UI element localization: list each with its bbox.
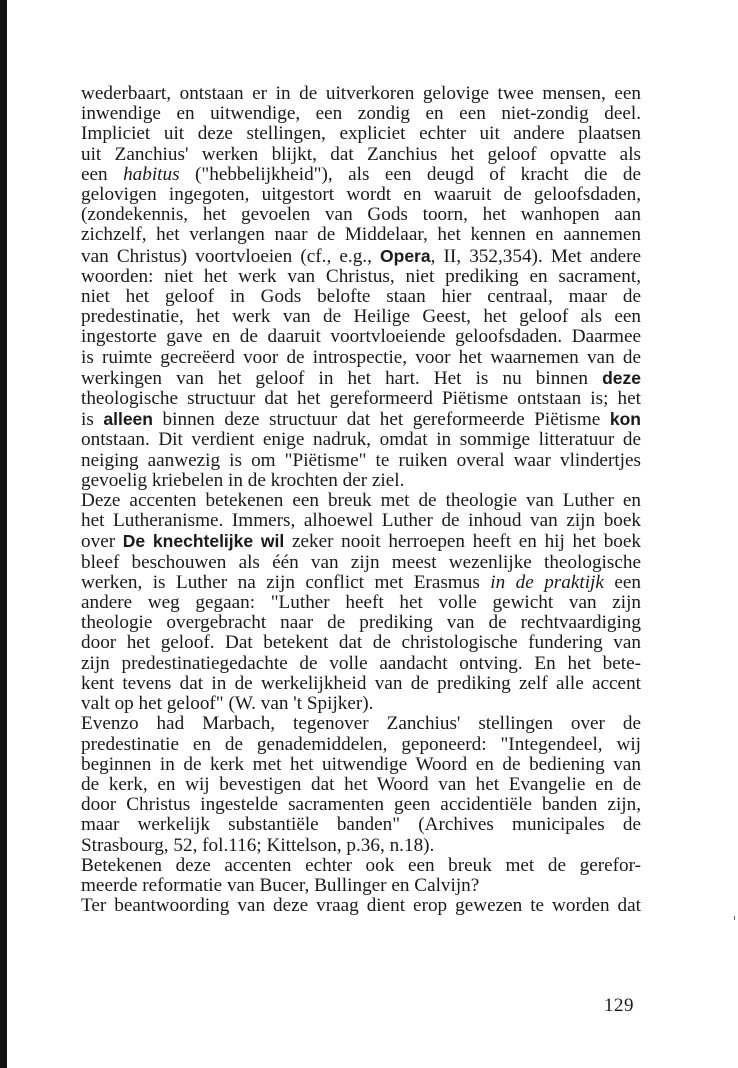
text-line: een habitus ("hebbelijkheid"), als een deugd of kracht die de xyxy=(81,163,641,185)
text-line: over De knechtelijke wil zeker nooit herroepen heeft en hij het boek xyxy=(81,531,641,553)
text-line: inwendige en uitwendige, een zondig en een niet-zondig deel. xyxy=(81,103,641,125)
text-line: niet het geloof in Gods belofte staan hier centraal, maar de xyxy=(81,286,641,308)
text-line: Betekenen deze accenten echter ook een breuk met de gerefor- xyxy=(81,854,641,876)
bold-emphasis: Opera xyxy=(380,245,431,266)
bold-emphasis: De knechtelijke wil xyxy=(122,531,285,552)
text-line: bleef beschouwen als één van zijn meest wezenlijke theologische xyxy=(81,551,641,573)
text-line: ingestorte gave en de daaruit voortvloeiende geloofsdaden. Daarmee xyxy=(81,326,641,348)
text-line: van Christus) voortvloeien (cf., e.g., Opera, II, 352,354). Met andere xyxy=(81,245,642,267)
paragraph xyxy=(81,84,641,491)
bold-emphasis: deze xyxy=(602,367,641,388)
page-number: 129 xyxy=(604,995,634,1016)
text-line: Evenzo had Marbach, tegenover Zanchius' stellingen over de xyxy=(81,713,641,735)
paragraph xyxy=(81,856,641,896)
text-line: het Lutheranisme. Immers, alhoewel Luther de inhoud van zijn boek xyxy=(81,510,641,532)
text-line: andere weg gegaan: "Luther heeft het volle gewicht van zijn xyxy=(81,592,641,614)
text-line: gelovigen ingegoten, uitgestort wordt en waaruit de geloofsdaden, xyxy=(81,184,641,206)
text-line: valt op het geloof" (W. van 't Spijker). xyxy=(81,693,374,715)
text-line: ontstaan. Dit verdient enige nadruk, omdat in sommige litteratuur de xyxy=(81,429,641,451)
bold-emphasis: kon xyxy=(609,409,641,430)
text-line: uit Zanchius' werken blijkt, dat Zanchius het geloof opvatte als xyxy=(81,143,641,165)
text-line: is ruimte gecreëerd voor de introspectie, voor het waarnemen van de xyxy=(81,346,641,368)
text-line: theologie overgebracht naar de prediking van de rechtvaardiging xyxy=(81,612,641,634)
italic-emphasis: habitus xyxy=(123,163,180,185)
text-line: door het geloof. Dat betekent dat de christologische fundering van xyxy=(81,632,641,654)
text-line: predestinatie, het werk van de Heilige Geest, het geloof als een xyxy=(81,306,641,328)
text-line: wederbaart, ontstaan er in de uitverkoren gelovige twee mensen, een xyxy=(81,83,641,104)
text-line: beginnen in de kerk met het uitwendige Woord en de bediening van xyxy=(81,753,641,775)
text-line: predestinatie en de genademiddelen, geponeerd: "Integendeel, wij xyxy=(81,733,641,755)
paragraph xyxy=(81,896,641,916)
text-line: door Christus ingestelde sacramenten geen accidentiële banden zijn, xyxy=(81,794,641,816)
text-line: meerde reformatie van Bucer, Bullinger en Calvijn? xyxy=(81,874,480,896)
paragraph xyxy=(81,491,641,714)
text-line: theologische structuur dat het gereformeerd Piëtisme ontstaan is; het xyxy=(81,388,641,410)
text-line: werken, is Luther na zijn conflict met Erasmus in de praktijk een xyxy=(81,571,641,593)
text-line: de kerk, en wij bevestigen dat het Woord van het Evangelie en de xyxy=(81,773,641,795)
text-line: Impliciet uit deze stellingen, expliciet echter uit andere plaatsen xyxy=(81,123,641,145)
text-line: Ter beantwoording van deze vraag dient erop gewezen te worden dat xyxy=(81,895,641,917)
italic-emphasis: in de praktijk xyxy=(490,571,604,593)
text-line: neiging aanwezig is om "Piëtisme" te ruiken overal waar vlindertjes xyxy=(81,449,641,471)
text-line: gevoelig kriebelen in de krochten der ziel. xyxy=(81,469,405,491)
body-text xyxy=(81,84,641,916)
scan-speck xyxy=(734,916,735,920)
text-line: zijn predestinatiegedachte de volle aandacht ontving. En het bete- xyxy=(81,652,641,674)
page-left-edge xyxy=(0,0,7,1068)
text-line: werkingen van het geloof in het hart. Het is nu binnen deze xyxy=(81,367,641,389)
text-line: is alleen binnen deze structuur dat het gereformeerde Piëtisme kon xyxy=(81,409,641,431)
text-line: (zondekennis, het gevoelen van Gods toorn, het wanhopen aan xyxy=(81,204,641,226)
text-line: zichzelf, het verlangen naar de Middelaar, het kennen en aannemen xyxy=(81,224,641,246)
text-line: maar werkelijk substantiële banden" (Archives municipales de xyxy=(81,814,641,836)
text-line: Strasbourg, 52, fol.116; Kittelson, p.36, n.18). xyxy=(81,834,435,856)
text-line: Deze accenten betekenen een breuk met de theologie van Luther en xyxy=(81,490,641,512)
bold-emphasis: alleen xyxy=(103,409,153,430)
paragraph xyxy=(81,714,641,855)
text-line: kent tevens dat in de werkelijkheid van de prediking zelf alle accent xyxy=(81,672,641,694)
text-line: woorden: niet het werk van Christus, niet prediking en sacrament, xyxy=(81,265,641,287)
